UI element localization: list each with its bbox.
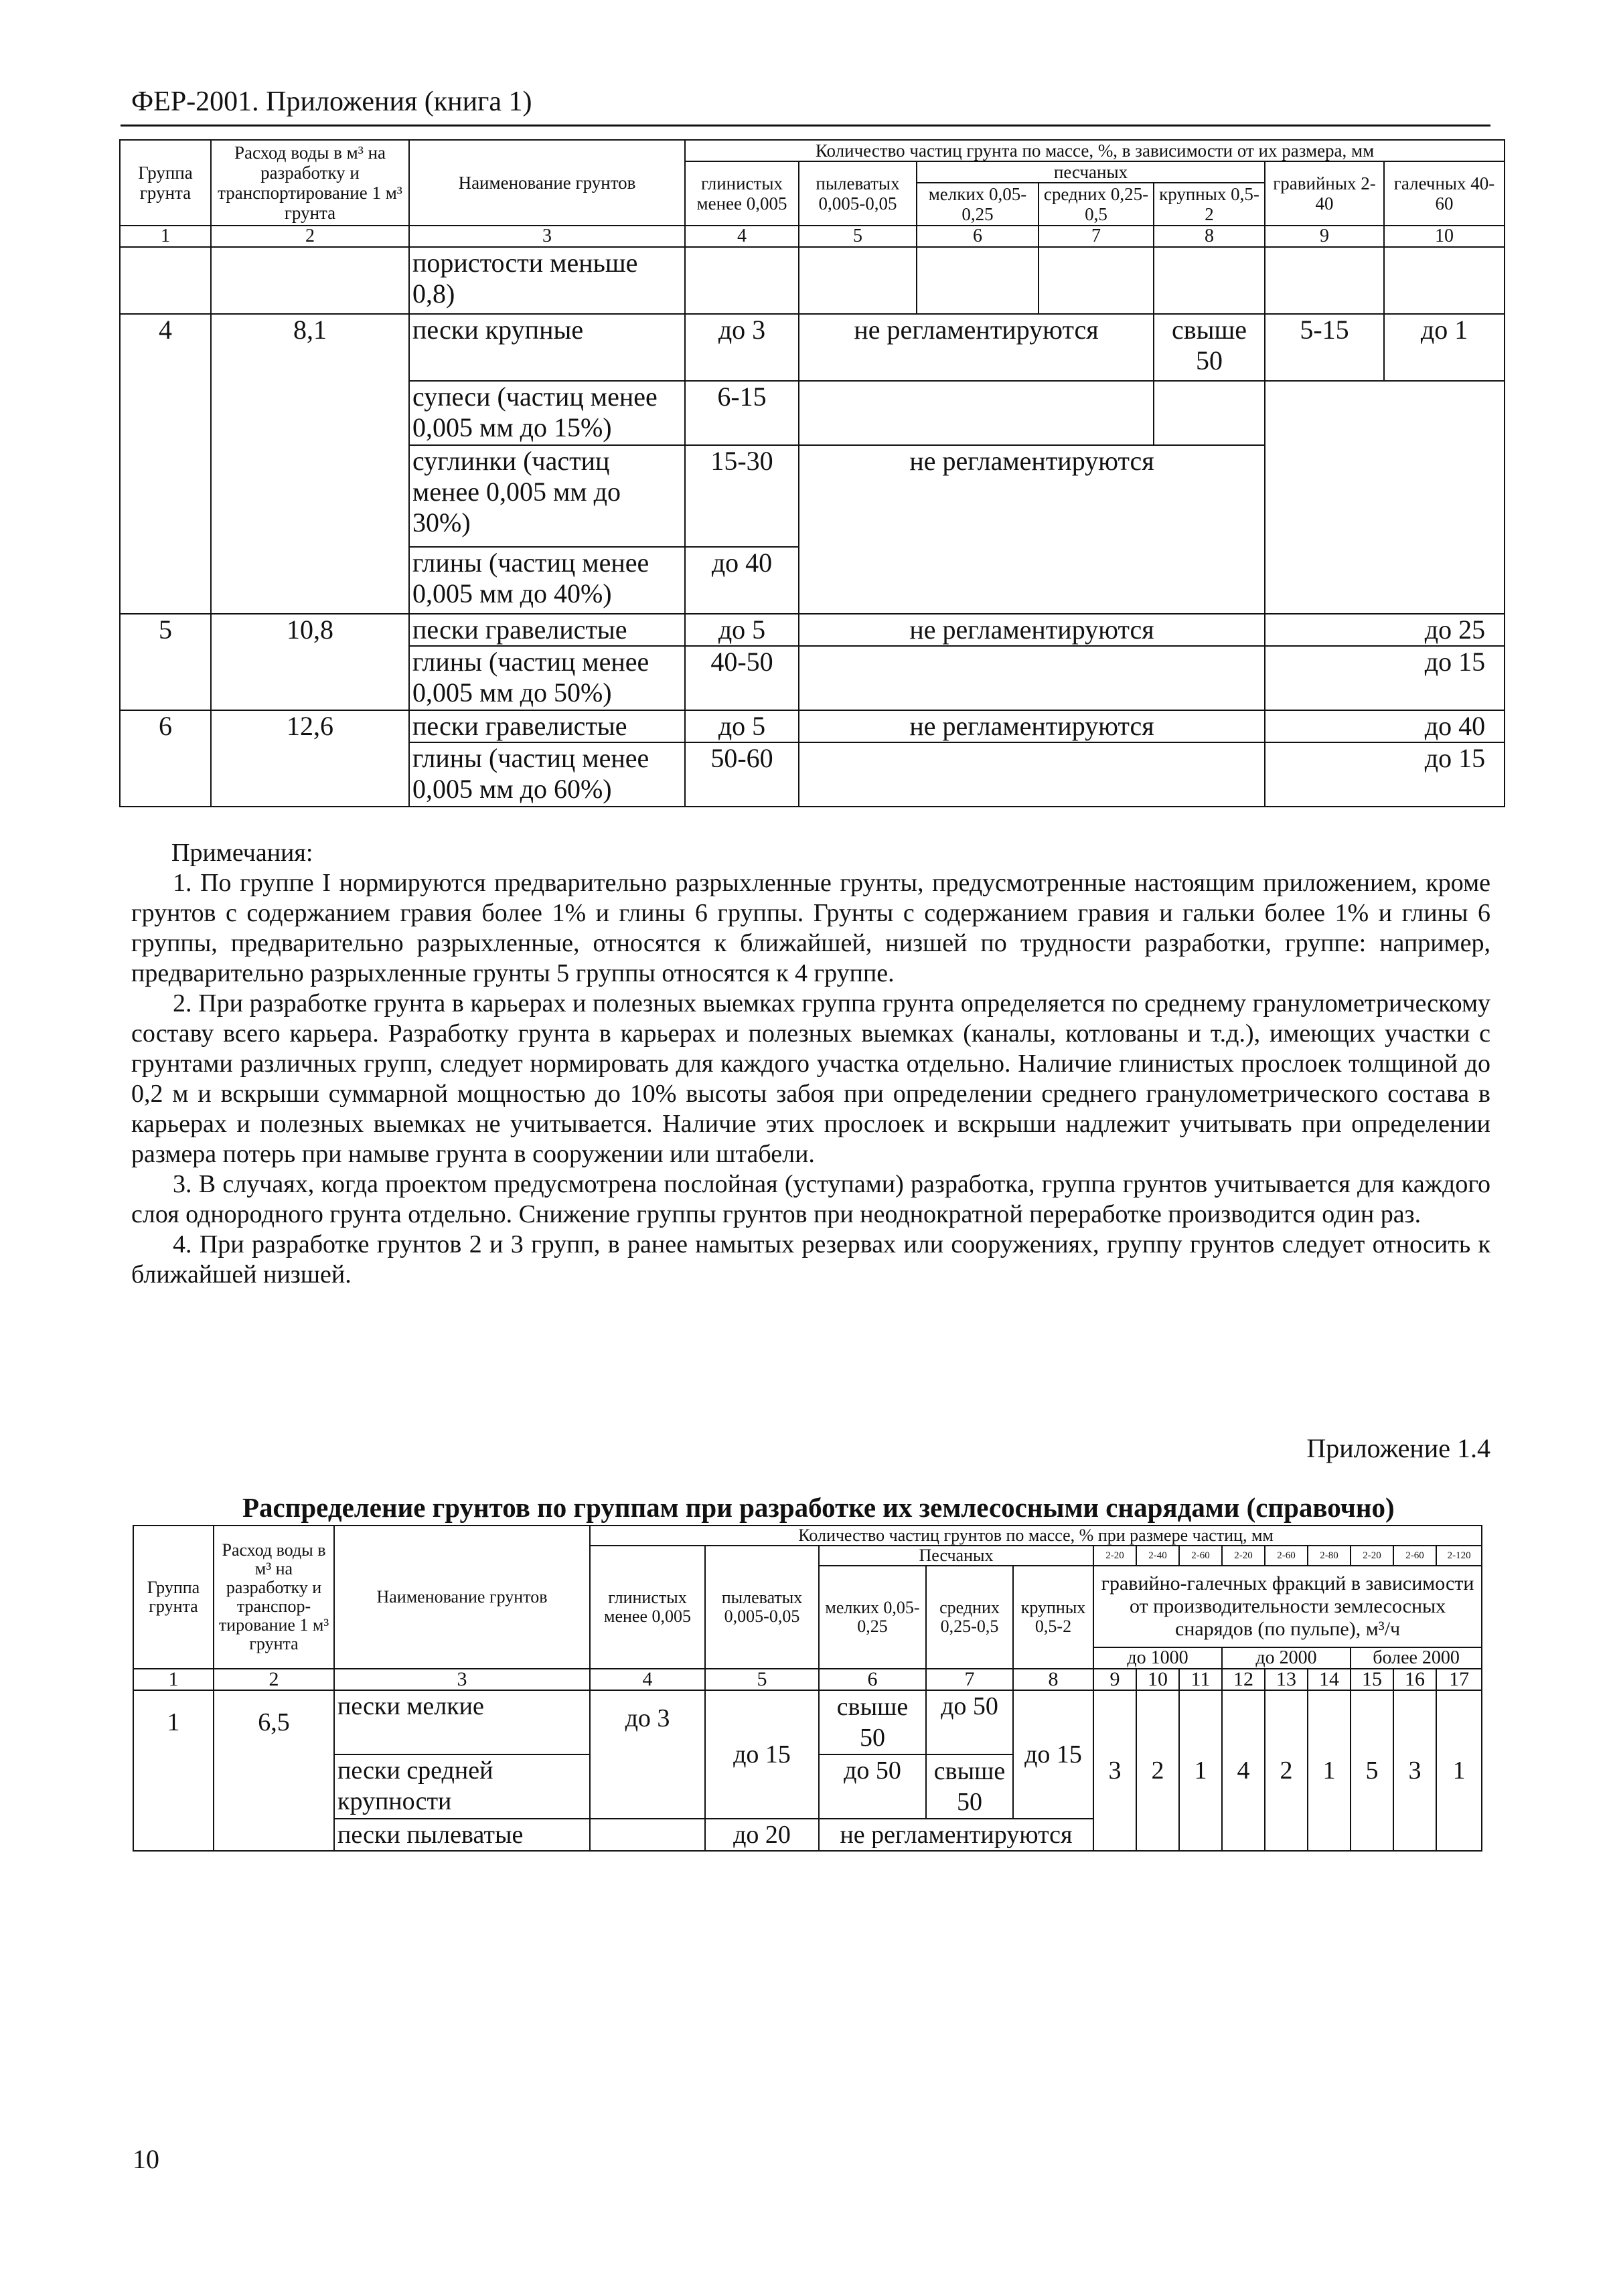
th-medium: средних 0,25-0,5 xyxy=(926,1566,1013,1669)
th-silt: пылеватых 0,005-0,05 xyxy=(799,161,917,226)
th-sand: Песчаных xyxy=(819,1546,1093,1566)
clay-value: до 5 xyxy=(685,710,799,742)
appendix-label: Приложение 1.4 xyxy=(1306,1433,1490,1463)
soil-name: пески мелкие xyxy=(334,1690,590,1754)
col-number: 6 xyxy=(819,1669,926,1690)
coarse-value: до 15 xyxy=(1013,1690,1093,1819)
not-regulated: не регламентируются xyxy=(799,710,1265,742)
fraction-value: 3 xyxy=(1093,1690,1136,1851)
col-number: 4 xyxy=(590,1669,705,1690)
fraction-value: 5 xyxy=(1351,1690,1393,1851)
clay-value: 40-50 xyxy=(685,646,799,710)
fraction-value: 3 xyxy=(1393,1690,1436,1851)
th-size: 2-120 xyxy=(1436,1546,1482,1566)
header-rule xyxy=(121,125,1490,127)
soil-name: пески гравелистые xyxy=(409,614,685,646)
col-number: 9 xyxy=(1265,226,1384,247)
dredger-soil-groups-table xyxy=(133,1525,1482,1852)
th-group: Группа грунта xyxy=(133,1526,214,1669)
column-numbers-row xyxy=(133,1669,1482,1690)
th-size: 2-40 xyxy=(1136,1546,1179,1566)
water-consumption: 12,6 xyxy=(211,710,409,807)
table-row xyxy=(133,1690,1482,1754)
not-regulated: не регламентируются xyxy=(819,1819,1093,1851)
gravel-pebble-value: до 15 xyxy=(1265,646,1505,710)
gravel-value: 5-15 xyxy=(1265,314,1384,381)
note-item: 4. При разработке грунтов 2 и 3 групп, в ранее намытых резервах или сооружениях, группу грунтов следует относить к ближайшей низшей. xyxy=(131,1230,1490,1289)
th-medium: средних 0,25-0,5 xyxy=(1039,183,1154,226)
medium-value: свыше 50 xyxy=(926,1754,1013,1819)
group-number: 5 xyxy=(120,614,211,710)
th-size: 2-80 xyxy=(1308,1546,1351,1566)
col-number: 10 xyxy=(1384,226,1505,247)
note-item: 3. В случаях, когда проектом предусмотрена послойная (уступами) разработка, группа грунтов учитывается для каждого слоя однородного грунта отдельно. Снижение группы грунтов при неоднократной переработке производится один раз. xyxy=(131,1170,1490,1228)
th-size: 2-60 xyxy=(1179,1546,1222,1566)
gravel-pebble-value: до 40 xyxy=(1265,710,1505,742)
th-size: 2-20 xyxy=(1351,1546,1393,1566)
gravel-pebble-value: до 25 xyxy=(1265,614,1505,646)
fraction-value: 2 xyxy=(1265,1690,1308,1851)
col-number: 13 xyxy=(1265,1669,1308,1690)
col-number: 11 xyxy=(1179,1669,1222,1690)
clay-value: до 3 xyxy=(685,314,799,381)
col-number: 14 xyxy=(1308,1669,1351,1690)
col-number: 2 xyxy=(214,1669,334,1690)
soil-name: пески крупные xyxy=(409,314,685,381)
th-name: Наименование грунтов xyxy=(409,140,685,226)
table-title: Распределение грунтов по группам при разработке их землесосными снарядами (справочно) xyxy=(242,1492,1395,1523)
th-perf: до 1000 xyxy=(1093,1647,1222,1669)
th-sand: песчаных xyxy=(917,161,1265,183)
col-number: 7 xyxy=(926,1669,1013,1690)
running-header: ФЕР-2001. Приложения (книга 1) xyxy=(131,86,532,117)
col-number: 1 xyxy=(120,226,211,247)
note-item: 2. При разработке грунта в карьерах и полезных выемках группа грунта определяется по среднему гранулометрическому составу всего карьера. Разработку грунта в карьерах и полезных выемках (каналы, котлованы и т.д.), имеющих участки с грунтами различных групп, следует нормировать для каждого участка отдельно. Наличие глинистых прослоек толщиной до 0,2 м и вскрыши суммарной мощностью до 10% высоты забоя при определении среднего гранулометрического состава в карьерах и полезных выемках не учитывается. Наличие этих прослоек и вскрыши надлежит учитывать при определении размера потерь при намыве грунта в сооружении или штабели. xyxy=(131,989,1490,1168)
table-row xyxy=(120,247,1505,314)
th-gravel-pebble: гравийно-галечных фракций в зависимости от производительности землесосных снарядов (по пульпе), м³/ч xyxy=(1093,1566,1482,1647)
clay-value: до 5 xyxy=(685,614,799,646)
clay-value: 50-60 xyxy=(685,742,799,807)
soil-name: пористости меньше 0,8) xyxy=(409,247,685,314)
th-group: Группа грунта xyxy=(120,140,211,226)
clay-value: до 40 xyxy=(685,547,799,614)
column-numbers-row xyxy=(120,226,1505,247)
th-gravel: гравийных 2-40 xyxy=(1265,161,1384,226)
fraction-value: 1 xyxy=(1436,1690,1482,1851)
water-consumption: 6,5 xyxy=(214,1690,334,1851)
silt-value: до 20 xyxy=(705,1819,819,1851)
th-clay: глинистых менее 0,005 xyxy=(590,1546,705,1669)
table-row xyxy=(120,614,1505,646)
soil-name: пески средней крупности xyxy=(334,1754,590,1819)
notes-heading: Примечания: xyxy=(171,839,313,867)
soil-name: глины (частиц менее 0,005 мм до 50%) xyxy=(409,646,685,710)
soil-name: пески пылеватые xyxy=(334,1819,590,1851)
fine-value: до 50 xyxy=(819,1754,926,1819)
th-particles: Количество частиц грунтов по массе, % при размере частиц, мм xyxy=(590,1526,1482,1546)
th-size: 2-60 xyxy=(1265,1546,1308,1566)
col-number: 8 xyxy=(1013,1669,1093,1690)
col-number: 12 xyxy=(1222,1669,1265,1690)
table-row xyxy=(120,710,1505,742)
col-number: 17 xyxy=(1436,1669,1482,1690)
soil-name: глины (частиц менее 0,005 мм до 40%) xyxy=(409,547,685,614)
soil-name: пески гравелистые xyxy=(409,710,685,742)
th-name: Наименование грунтов xyxy=(334,1526,590,1669)
th-coarse: крупных 0,5-2 xyxy=(1013,1566,1093,1669)
th-water: Расход воды в м³ на разработку и транспор-тирование 1 м³ грунта xyxy=(214,1526,334,1669)
table-row xyxy=(120,314,1505,381)
col-number: 7 xyxy=(1039,226,1154,247)
clay-value: 15-30 xyxy=(685,445,799,547)
fraction-value: 2 xyxy=(1136,1690,1179,1851)
group-number: 4 xyxy=(120,314,211,614)
col-number: 5 xyxy=(705,1669,819,1690)
medium-value: до 50 xyxy=(926,1690,1013,1754)
fraction-value: 1 xyxy=(1308,1690,1351,1851)
th-size: 2-20 xyxy=(1222,1546,1265,1566)
th-size: 2-20 xyxy=(1093,1546,1136,1566)
silt-value: до 15 xyxy=(705,1690,819,1819)
col-number: 10 xyxy=(1136,1669,1179,1690)
th-size: 2-60 xyxy=(1393,1546,1436,1566)
soil-name: глины (частиц менее 0,005 мм до 60%) xyxy=(409,742,685,807)
fine-value: свыше 50 xyxy=(819,1690,926,1754)
th-clay: глинистых менее 0,005 xyxy=(685,161,799,226)
soil-name: суглинки (частиц менее 0,005 мм до 30%) xyxy=(409,445,685,547)
col-number: 6 xyxy=(917,226,1039,247)
th-coarse: крупных 0,5-2 xyxy=(1154,183,1265,226)
group-number: 1 xyxy=(133,1690,214,1851)
notes-block xyxy=(131,838,1490,1290)
th-silt: пылеватых 0,005-0,05 xyxy=(705,1546,819,1669)
th-particles: Количество частиц грунта по массе, %, в зависимости от их размера, мм xyxy=(685,140,1505,161)
th-pebble: галечных 40-60 xyxy=(1384,161,1505,226)
col-number: 2 xyxy=(211,226,409,247)
soil-groups-table-continued xyxy=(119,139,1505,807)
col-number: 5 xyxy=(799,226,917,247)
th-water: Расход воды в м³ на разработку и транспортирование 1 м³ грунта xyxy=(211,140,409,226)
col-number: 15 xyxy=(1351,1669,1393,1690)
col-number: 16 xyxy=(1393,1669,1436,1690)
not-regulated: не регламентируются xyxy=(799,614,1265,646)
water-consumption: 10,8 xyxy=(211,614,409,710)
col-number: 8 xyxy=(1154,226,1265,247)
th-perf: более 2000 xyxy=(1351,1647,1482,1669)
fraction-value: 1 xyxy=(1179,1690,1222,1851)
coarse-value: свыше 50 xyxy=(1154,314,1265,381)
group-number: 6 xyxy=(120,710,211,807)
note-item: 1. По группе I нормируются предварительно разрыхленные грунты, предусмотренные настоящим приложением, кроме грунтов с содержанием гравия более 1% и глины 6 группы. Грунты с содержанием гравия и гальки более 1% и глины 6 группы, предварительно разрыхленные, относятся к ближайшей, низшей по трудности разработки, группе: например, предварительно разрыхленные грунты 5 группы относятся к 4 группе. xyxy=(131,869,1490,987)
not-regulated: не регламентируются xyxy=(799,314,1154,381)
col-number: 9 xyxy=(1093,1669,1136,1690)
th-fine: мелких 0,05-0,25 xyxy=(819,1566,926,1669)
col-number: 3 xyxy=(409,226,685,247)
page-number: 10 xyxy=(133,2144,159,2174)
col-number: 4 xyxy=(685,226,799,247)
th-perf: до 2000 xyxy=(1222,1647,1351,1669)
gravel-pebble-value: до 15 xyxy=(1265,742,1505,807)
not-regulated: не регламентируются xyxy=(799,445,1265,614)
soil-name: супеси (частиц менее 0,005 мм до 15%) xyxy=(409,381,685,445)
th-fine: мелких 0,05-0,25 xyxy=(917,183,1039,226)
col-number: 3 xyxy=(334,1669,590,1690)
water-consumption: 8,1 xyxy=(211,314,409,614)
fraction-value: 4 xyxy=(1222,1690,1265,1851)
pebble-value: до 1 xyxy=(1384,314,1505,381)
clay-value: 6-15 xyxy=(685,381,799,445)
clay-value: до 3 xyxy=(590,1690,705,1819)
col-number: 1 xyxy=(133,1669,214,1690)
